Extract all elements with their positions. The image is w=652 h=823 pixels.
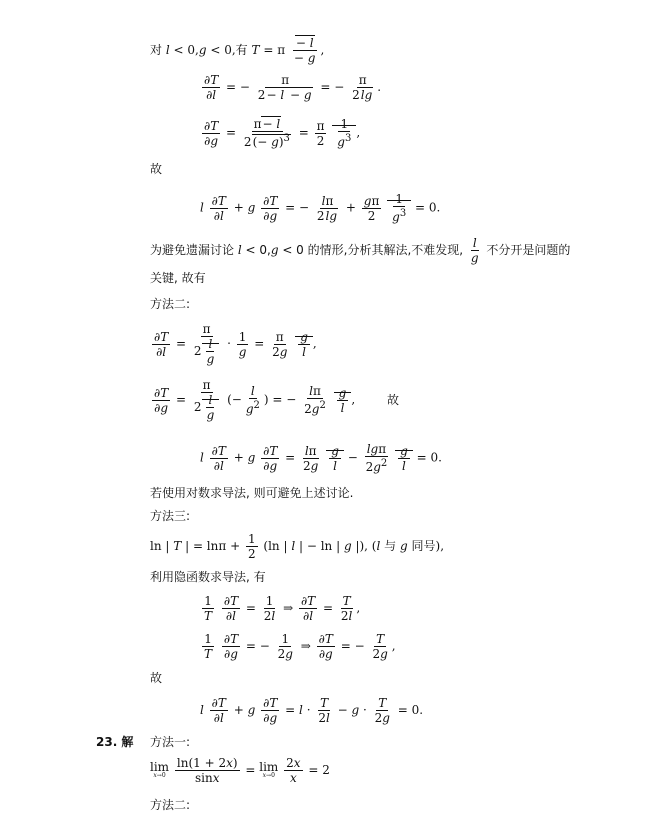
result-eq-2: l $\frac{\partial T}{\partial l}$ + g $\frac{\partial T}{\partial g}$ = $\frac{l\pi}{2g}$ $\frac{g}{l}$ − $\frac{\lg\pi}{2g^2}$ $\frac{g}{l}$ = 0. <box>200 442 442 474</box>
problem-23-label: 23. 解 <box>96 735 134 749</box>
implicit-g: $\frac{1}{T}$ $\frac{\partial T}{\partial g}$ = − $\frac{1}{2g}$ ⇒ $\frac{\partial T}{\partial g}$ = − $\frac{T}{2g}$ , <box>204 632 396 661</box>
implicit-l: $\frac{1}{T}$ $\frac{\partial T}{\partial l}$ = $\frac{1}{2l}$ ⇒ $\frac{\partial T}{\partial l}$ = $\frac{T}{2l}$ , <box>204 594 361 623</box>
condition-line: 对 l < 0,g < 0,有 T = π $\frac{- l}{- g}$ , <box>150 36 325 65</box>
paragraph-1: 为避免遗漏讨论 l < 0,g < 0 的情形,分析其解法,不难发现, $\frac{l}{g}$ 不分开是问题的 <box>150 236 571 265</box>
method2-partial-g: $\frac{\partial T}{\partial g}$ = π 2 $\frac{l}{g}$ (− $\frac{l}{g^2}$ ) = − $\frac{l\pi}{2g^2}$ $\frac{g}{l}$ , 故 <box>154 378 399 422</box>
method-two-heading: 方法二: <box>150 297 191 311</box>
method-one-heading-23: 方法一: <box>150 735 191 749</box>
log-equation: ln | T | = lnπ + $\frac{1}{2}$ (ln | l | − ln | g |), (l 与 g 同号), <box>150 532 445 561</box>
result-eq-3: l $\frac{\partial T}{\partial l}$ + g $\frac{\partial T}{\partial g}$ = l · $\frac{T}{2l}$ − g · $\frac{T}{2g}$ = 0. <box>200 696 424 725</box>
paragraph-1-cont: 关键, 故有 <box>150 271 206 285</box>
method-three-heading: 方法三: <box>150 509 191 523</box>
paragraph-implicit: 利用隐函数求导法, 有 <box>150 570 266 584</box>
partial-t-g-eq: $\frac{\partial T}{\partial g}$ = $\frac{\pi- l}{2(- g)^3}$ = $\frac{\pi}{2}$ $\frac{1}{g^3}$ , <box>204 117 361 149</box>
limit-equation: lim x→0 $\frac{\ln(1 + 2x)}{\sin x}$ = lim x→0 $\frac{2x}{x}$ = 2 <box>150 756 330 785</box>
therefore-3: 故 <box>150 671 163 685</box>
result-eq-1: l $\frac{\partial T}{\partial l}$ + g $\frac{\partial T}{\partial g}$ = − $\frac{l\pi}{2\lg}$ + $\frac{g\pi}{2}$ $\frac{1}{g^3}$ = 0. <box>200 192 441 224</box>
therefore-1: 故 <box>150 162 163 176</box>
paragraph-log-derivative: 若使用对数求导法, 则可避免上述讨论. <box>150 486 354 500</box>
method-two-heading-23: 方法二: <box>150 798 191 812</box>
method2-partial-l: $\frac{\partial T}{\partial l}$ = π 2 $\frac{l}{g}$ · $\frac{1}{g}$ = $\frac{\pi}{2g}$ $\frac{g}{l}$ , <box>154 322 317 366</box>
partial-t-l-eq: $\frac{\partial T}{\partial l}$ = − $\frac{\pi}{2- l - g}$ = − $\frac{\pi}{2\lg}$ . <box>204 73 382 102</box>
